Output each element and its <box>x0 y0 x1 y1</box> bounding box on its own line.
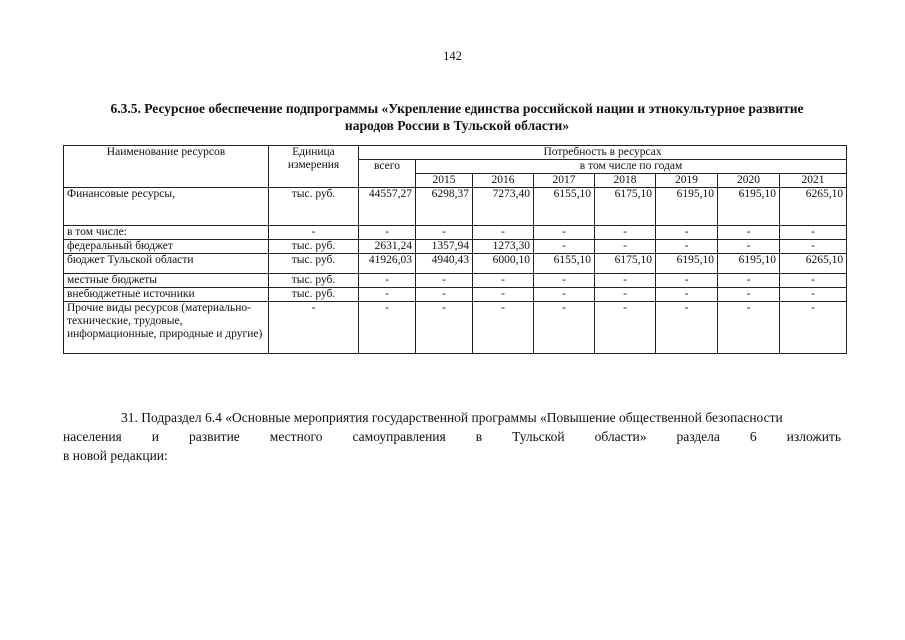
row-value: 6155,10 <box>534 188 595 226</box>
row-value: 6298,37 <box>416 188 473 226</box>
row-unit: - <box>269 226 359 240</box>
row-value: - <box>656 288 718 302</box>
paragraph-line-3: в новой редакции: <box>63 448 168 463</box>
row-total: - <box>359 288 416 302</box>
row-value: - <box>595 240 656 254</box>
row-value: - <box>473 274 534 288</box>
header-year: 2018 <box>595 174 656 188</box>
row-value: - <box>473 302 534 354</box>
row-value: - <box>780 226 847 240</box>
table-row <box>64 240 847 254</box>
table-header-row-1 <box>64 146 847 160</box>
row-value: - <box>534 240 595 254</box>
body-paragraph <box>63 408 841 465</box>
row-unit: тыс. руб. <box>269 288 359 302</box>
section-heading <box>72 100 842 134</box>
header-by-years: в том числе по годам <box>416 160 847 174</box>
row-value: - <box>534 302 595 354</box>
row-value: - <box>780 240 847 254</box>
row-unit: тыс. руб. <box>269 254 359 274</box>
header-year: 2019 <box>656 174 718 188</box>
row-value: 1273,30 <box>473 240 534 254</box>
table-row <box>64 226 847 240</box>
row-label: местные бюджеты <box>64 274 269 288</box>
row-value: 6195,10 <box>656 254 718 274</box>
row-value: - <box>780 288 847 302</box>
row-unit: - <box>269 302 359 354</box>
row-value: - <box>416 274 473 288</box>
header-year: 2017 <box>534 174 595 188</box>
row-value: - <box>595 226 656 240</box>
row-value: 6175,10 <box>595 254 656 274</box>
row-value: 6195,10 <box>656 188 718 226</box>
row-value: 6195,10 <box>718 188 780 226</box>
row-value: - <box>534 274 595 288</box>
header-year: 2016 <box>473 174 534 188</box>
row-value: - <box>416 226 473 240</box>
row-value: - <box>534 288 595 302</box>
row-value: - <box>416 302 473 354</box>
paragraph-line-1: 31. Подраздел 6.4 «Основные мероприятия государственной программы «Повышение общественной безопасности <box>121 410 783 425</box>
row-unit: тыс. руб. <box>269 274 359 288</box>
row-value: - <box>718 274 780 288</box>
table-row <box>64 254 847 274</box>
row-value: 6000,10 <box>473 254 534 274</box>
header-unit: Единица измерения <box>269 146 359 188</box>
row-value: - <box>656 274 718 288</box>
row-total: - <box>359 226 416 240</box>
row-value: 6155,10 <box>534 254 595 274</box>
section-heading-line-2: народов России в Тульской области» <box>344 118 570 133</box>
row-value: 7273,40 <box>473 188 534 226</box>
table-row <box>64 274 847 288</box>
row-value: - <box>656 240 718 254</box>
row-value: 1357,94 <box>416 240 473 254</box>
row-value: - <box>718 302 780 354</box>
row-value: 6265,10 <box>780 254 847 274</box>
table-row <box>64 288 847 302</box>
row-value: - <box>534 226 595 240</box>
row-value: 6265,10 <box>780 188 847 226</box>
row-label: Финансовые ресурсы, <box>64 188 269 226</box>
row-value: 4940,43 <box>416 254 473 274</box>
header-year: 2020 <box>718 174 780 188</box>
row-value: - <box>656 302 718 354</box>
row-value: - <box>595 288 656 302</box>
row-value: - <box>718 240 780 254</box>
row-total: - <box>359 274 416 288</box>
row-unit: тыс. руб. <box>269 240 359 254</box>
row-label: Прочие виды ресурсов (материально-технические, трудовые, информационные, природные и другие) <box>64 302 269 354</box>
row-value: - <box>780 302 847 354</box>
header-year: 2015 <box>416 174 473 188</box>
row-value: - <box>656 226 718 240</box>
row-total: 44557,27 <box>359 188 416 226</box>
row-total: 2631,24 <box>359 240 416 254</box>
header-need: Потребность в ресурсах <box>359 146 847 160</box>
page-number: 142 <box>443 49 462 63</box>
row-value: - <box>780 274 847 288</box>
header-year: 2021 <box>780 174 847 188</box>
row-value: 6195,10 <box>718 254 780 274</box>
header-resource-name: Наименование ресурсов <box>64 146 269 188</box>
row-label: внебюджетные источники <box>64 288 269 302</box>
section-heading-line-1: 6.3.5. Ресурсное обеспечение подпрограммы «Укрепление единства российской нации и этнокультурное развитие <box>110 101 804 116</box>
row-total: 41926,03 <box>359 254 416 274</box>
row-value: - <box>595 274 656 288</box>
table-row <box>64 188 847 226</box>
row-label: бюджет Тульской области <box>64 254 269 274</box>
row-value: - <box>473 288 534 302</box>
row-value: - <box>473 226 534 240</box>
row-total: - <box>359 302 416 354</box>
row-value: - <box>718 288 780 302</box>
paragraph-line-2: населения и развитие местного самоуправления в Тульской области» раздела 6 изложить <box>63 429 841 444</box>
row-value: - <box>718 226 780 240</box>
header-total: всего <box>359 160 416 188</box>
row-unit: тыс. руб. <box>269 188 359 226</box>
row-label: федеральный бюджет <box>64 240 269 254</box>
row-value: - <box>416 288 473 302</box>
table-row <box>64 302 847 354</box>
row-label: в том числе: <box>64 226 269 240</box>
row-value: - <box>595 302 656 354</box>
resource-table <box>63 145 847 354</box>
row-value: 6175,10 <box>595 188 656 226</box>
